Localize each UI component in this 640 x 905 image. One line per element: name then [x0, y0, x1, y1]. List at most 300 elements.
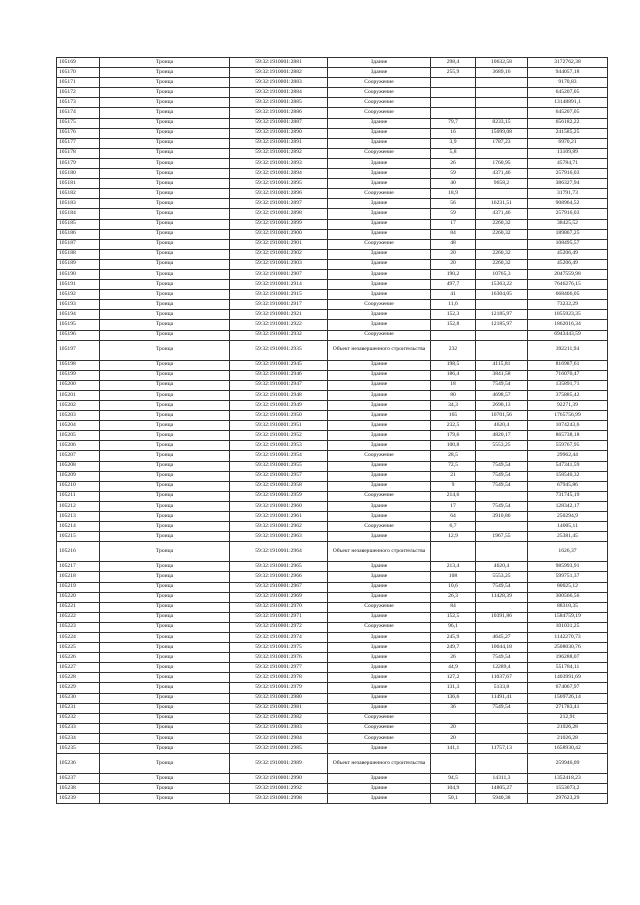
specific-value-cell: 3841,58	[476, 370, 528, 380]
row-number-cell: 105214	[57, 522, 100, 532]
locality-cell: Троица	[100, 78, 230, 88]
cadastral-value-cell: 250294,9	[528, 512, 608, 522]
table-row	[57, 169, 608, 179]
cadastral-number-cell: 59:32:1910001:2949	[230, 401, 328, 411]
area-cell: 26	[431, 158, 476, 168]
cadastral-number-cell: 59:32:1910001:2962	[230, 522, 328, 532]
area-cell	[431, 330, 476, 340]
area-cell: 56	[431, 199, 476, 209]
locality-cell: Троица	[100, 179, 230, 189]
cadastral-value-cell: 297623,29	[528, 794, 608, 804]
table-row	[57, 491, 608, 501]
cadastral-value-cell: 645207,05	[528, 88, 608, 98]
table-row	[57, 189, 608, 199]
locality-cell: Троица	[100, 98, 230, 108]
cadastral-number-cell: 59:32:1910001:2958	[230, 481, 328, 491]
area-cell: 213,4	[431, 562, 476, 572]
table-row	[57, 663, 608, 673]
locality-cell: Троица	[100, 340, 230, 360]
specific-value-cell	[476, 148, 528, 158]
area-cell: 84	[431, 229, 476, 239]
row-number-cell: 105234	[57, 733, 100, 743]
area-cell: 6,7	[431, 522, 476, 532]
table-row	[57, 340, 608, 360]
object-type-cell: Здание	[328, 643, 431, 653]
specific-value-cell: 4820,17	[476, 431, 528, 441]
table-row	[57, 179, 608, 189]
table-row	[57, 320, 608, 330]
table-row	[57, 330, 608, 340]
object-type-cell: Сооружение	[328, 300, 431, 310]
row-number-cell: 105226	[57, 653, 100, 663]
cadastral-number-cell: 59:32:1910001:2998	[230, 794, 328, 804]
row-number-cell: 105198	[57, 360, 100, 370]
specific-value-cell: 7549,54	[476, 481, 528, 491]
specific-value-cell	[476, 300, 528, 310]
table-row	[57, 431, 608, 441]
cadastral-value-cell: 88310,35	[528, 602, 608, 612]
specific-value-cell	[476, 602, 528, 612]
table-row	[57, 280, 608, 290]
object-type-cell: Здание	[328, 501, 431, 511]
table-row	[57, 693, 608, 703]
table-row	[57, 98, 608, 108]
area-cell: 198,5	[431, 360, 476, 370]
specific-value-cell: 4620,4	[476, 562, 528, 572]
specific-value-cell	[476, 713, 528, 723]
cadastral-number-cell: 59:32:1910001:2894	[230, 169, 328, 179]
area-cell: 94,5	[431, 774, 476, 784]
cadastral-number-cell: 59:32:1910001:2978	[230, 673, 328, 683]
specific-value-cell: 3910,86	[476, 512, 528, 522]
specific-value-cell	[476, 754, 528, 774]
row-number-cell: 105195	[57, 320, 100, 330]
table-row	[57, 754, 608, 774]
cadastral-value-cell: 668466,05	[528, 290, 608, 300]
object-type-cell: Здание	[328, 532, 431, 542]
cadastral-value-cell: 241585,25	[528, 128, 608, 138]
area-cell: 20	[431, 723, 476, 733]
area-cell: 17	[431, 219, 476, 229]
cadastral-number-cell: 59:32:1910001:2980	[230, 693, 328, 703]
cadastral-number-cell: 59:32:1910001:2915	[230, 290, 328, 300]
specific-value-cell	[476, 189, 528, 199]
row-number-cell: 105237	[57, 774, 100, 784]
cadastral-value-cell: 158540,32	[528, 471, 608, 481]
specific-value-cell	[476, 239, 528, 249]
specific-value-cell: 5133,8	[476, 683, 528, 693]
area-cell: 232,5	[431, 421, 476, 431]
locality-cell: Троица	[100, 744, 230, 754]
locality-cell: Троица	[100, 229, 230, 239]
object-type-cell: Здание	[328, 259, 431, 269]
cadastral-value-cell: 257916,03	[528, 169, 608, 179]
cadastral-number-cell: 59:32:1910001:2901	[230, 239, 328, 249]
cadastral-number-cell: 59:32:1910001:2914	[230, 280, 328, 290]
locality-cell: Троица	[100, 713, 230, 723]
row-number-cell: 105179	[57, 158, 100, 168]
cadastral-value-cell: 31791,73	[528, 189, 608, 199]
cadastral-number-cell: 59:32:1910001:2899	[230, 219, 328, 229]
cadastral-value-cell: 656182,22	[528, 118, 608, 128]
cadastral-value-cell: 21026,28	[528, 723, 608, 733]
cadastral-number-cell: 59:32:1910001:2953	[230, 441, 328, 451]
table-row	[57, 58, 608, 68]
table-row	[57, 249, 608, 259]
cadastral-number-cell: 59:32:1910001:2964	[230, 542, 328, 562]
cadastral-number-cell: 59:32:1910001:2900	[230, 229, 328, 239]
row-number-cell: 105171	[57, 78, 100, 88]
cadastral-value-cell: 1765756,99	[528, 411, 608, 421]
object-type-cell: Здание	[328, 562, 431, 572]
locality-cell: Троица	[100, 491, 230, 501]
object-type-cell: Объект незавершенного строительства	[328, 340, 431, 360]
locality-cell: Троица	[100, 148, 230, 158]
object-type-cell: Здание	[328, 663, 431, 673]
row-number-cell: 105210	[57, 481, 100, 491]
locality-cell: Троица	[100, 441, 230, 451]
locality-cell: Троица	[100, 239, 230, 249]
locality-cell: Троица	[100, 673, 230, 683]
specific-value-cell: 10044,18	[476, 643, 528, 653]
cadastral-value-cell: 73232,29	[528, 300, 608, 310]
table-row	[57, 512, 608, 522]
area-cell	[431, 542, 476, 562]
specific-value-cell	[476, 108, 528, 118]
object-type-cell: Здание	[328, 370, 431, 380]
row-number-cell: 105207	[57, 451, 100, 461]
area-cell: 190,2	[431, 269, 476, 279]
table-row	[57, 501, 608, 511]
specific-value-cell: 7549,54	[476, 653, 528, 663]
cadastral-number-cell: 59:32:1910001:2892	[230, 148, 328, 158]
locality-cell: Троица	[100, 582, 230, 592]
object-type-cell: Здание	[328, 229, 431, 239]
cadastral-number-cell: 59:32:1910001:2948	[230, 390, 328, 400]
table-row	[57, 199, 608, 209]
row-number-cell: 105229	[57, 683, 100, 693]
row-number-cell: 105232	[57, 713, 100, 723]
cadastral-number-cell: 59:32:1910001:2884	[230, 88, 328, 98]
locality-cell: Троица	[100, 592, 230, 602]
table-row	[57, 744, 608, 754]
locality-cell: Троица	[100, 128, 230, 138]
specific-value-cell: 7549,54	[476, 380, 528, 390]
table-row	[57, 632, 608, 642]
table-row	[57, 219, 608, 229]
area-cell: 255,9	[431, 68, 476, 78]
object-type-cell: Сооружение	[328, 189, 431, 199]
area-cell: 26	[431, 653, 476, 663]
specific-value-cell: 5553,25	[476, 572, 528, 582]
cadastral-number-cell: 59:32:1910001:2935	[230, 340, 328, 360]
locality-cell: Троица	[100, 88, 230, 98]
cadastral-value-cell: 551784,11	[528, 663, 608, 673]
cadastral-number-cell: 59:32:1910001:2893	[230, 158, 328, 168]
area-cell: 131,3	[431, 683, 476, 693]
cadastral-value-cell: 6970,21	[528, 138, 608, 148]
cadastral-value-cell: 816987,61	[528, 360, 608, 370]
cadastral-value-cell: 80025,12	[528, 582, 608, 592]
row-number-cell: 105170	[57, 68, 100, 78]
cadastral-number-cell: 59:32:1910001:2971	[230, 612, 328, 622]
specific-value-cell	[476, 88, 528, 98]
locality-cell: Троица	[100, 481, 230, 491]
area-cell: 36	[431, 703, 476, 713]
table-row	[57, 673, 608, 683]
cadastral-number-cell: 59:32:1910001:2883	[230, 78, 328, 88]
table-row	[57, 774, 608, 784]
locality-cell: Троица	[100, 330, 230, 340]
row-number-cell: 105187	[57, 239, 100, 249]
cadastral-value-cell: 1074243,6	[528, 421, 608, 431]
area-cell: 497,7	[431, 280, 476, 290]
locality-cell: Троица	[100, 451, 230, 461]
table-row	[57, 239, 608, 249]
locality-cell: Троица	[100, 411, 230, 421]
row-number-cell: 105219	[57, 582, 100, 592]
cadastral-number-cell: 59:32:1910001:2981	[230, 703, 328, 713]
table-row	[57, 622, 608, 632]
object-type-cell: Сооружение	[328, 622, 431, 632]
locality-cell: Троица	[100, 683, 230, 693]
row-number-cell: 105218	[57, 572, 100, 582]
row-number-cell: 105233	[57, 723, 100, 733]
table-row	[57, 794, 608, 804]
object-type-cell: Здание	[328, 158, 431, 168]
area-cell: 9	[431, 481, 476, 491]
table-row	[57, 411, 608, 421]
cadastral-number-cell: 59:32:1910001:2960	[230, 501, 328, 511]
locality-cell: Троица	[100, 300, 230, 310]
object-type-cell: Здание	[328, 290, 431, 300]
area-cell: 108	[431, 572, 476, 582]
locality-cell: Троица	[100, 774, 230, 784]
locality-cell: Троица	[100, 138, 230, 148]
cadastral-number-cell: 59:32:1910001:2907	[230, 269, 328, 279]
cadastral-value-cell: 13148891,1	[528, 98, 608, 108]
object-type-cell: Сооружение	[328, 108, 431, 118]
cadastral-number-cell: 59:32:1910001:2921	[230, 310, 328, 320]
table-row	[57, 542, 608, 562]
object-type-cell: Сооружение	[328, 723, 431, 733]
locality-cell: Троица	[100, 199, 230, 209]
row-number-cell: 105222	[57, 612, 100, 622]
object-type-cell: Сооружение	[328, 88, 431, 98]
locality-cell: Троица	[100, 189, 230, 199]
object-type-cell: Здание	[328, 471, 431, 481]
cadastral-number-cell: 59:32:1910001:2967	[230, 582, 328, 592]
row-number-cell: 105203	[57, 411, 100, 421]
specific-value-cell: 1787,23	[476, 138, 528, 148]
row-number-cell: 105212	[57, 501, 100, 511]
object-type-cell: Сооружение	[328, 78, 431, 88]
row-number-cell: 105201	[57, 390, 100, 400]
area-cell	[431, 713, 476, 723]
cadastral-value-cell: 29962,44	[528, 451, 608, 461]
row-number-cell: 105182	[57, 189, 100, 199]
specific-value-cell	[476, 542, 528, 562]
object-type-cell: Здание	[328, 320, 431, 330]
row-number-cell: 105169	[57, 58, 100, 68]
area-cell: 5,8	[431, 148, 476, 158]
specific-value-cell	[476, 723, 528, 733]
row-number-cell: 105197	[57, 340, 100, 360]
specific-value-cell	[476, 733, 528, 743]
object-type-cell: Сооружение	[328, 451, 431, 461]
row-number-cell: 105173	[57, 98, 100, 108]
cadastral-number-cell: 59:32:1910001:2950	[230, 411, 328, 421]
locality-cell: Троица	[100, 370, 230, 380]
area-cell: 186,4	[431, 370, 476, 380]
area-cell: 26,3	[431, 592, 476, 602]
area-cell	[431, 78, 476, 88]
locality-cell: Троица	[100, 259, 230, 269]
cadastral-number-cell: 59:32:1910001:2882	[230, 68, 328, 78]
area-cell: 96,1	[431, 622, 476, 632]
cadastral-value-cell: 101031,25	[528, 622, 608, 632]
row-number-cell: 105211	[57, 491, 100, 501]
area-cell: 10,6	[431, 582, 476, 592]
row-number-cell: 105215	[57, 532, 100, 542]
object-type-cell: Здание	[328, 693, 431, 703]
locality-cell: Троица	[100, 522, 230, 532]
table-row	[57, 441, 608, 451]
cadastral-value-cell: 212,91	[528, 713, 608, 723]
specific-value-cell: 16231,51	[476, 199, 528, 209]
locality-cell: Троица	[100, 421, 230, 431]
cadastral-number-cell: 59:32:1910001:2975	[230, 643, 328, 653]
object-type-cell: Здание	[328, 310, 431, 320]
specific-value-cell	[476, 98, 528, 108]
area-cell: 21	[431, 471, 476, 481]
object-type-cell: Сооружение	[328, 148, 431, 158]
specific-value-cell: 10701,56	[476, 411, 528, 421]
cadastral-number-cell: 59:32:1910001:2979	[230, 683, 328, 693]
area-cell: 127,2	[431, 673, 476, 683]
table-row	[57, 461, 608, 471]
cadastral-number-cell: 59:32:1910001:2959	[230, 491, 328, 501]
cadastral-number-cell: 59:32:1910001:2946	[230, 370, 328, 380]
row-number-cell: 105190	[57, 269, 100, 279]
object-type-cell: Сооружение	[328, 239, 431, 249]
area-cell: 152,3	[431, 310, 476, 320]
cadastral-value-cell: 128342,17	[528, 501, 608, 511]
cadastral-value-cell: 1553073,2	[528, 784, 608, 794]
area-cell: 79,7	[431, 118, 476, 128]
object-type-cell: Здание	[328, 58, 431, 68]
table-row	[57, 128, 608, 138]
area-cell: 16	[431, 128, 476, 138]
cadastral-number-cell: 59:32:1910001:2952	[230, 431, 328, 441]
specific-value-cell: 2260,32	[476, 259, 528, 269]
row-number-cell: 105216	[57, 542, 100, 562]
specific-value-cell: 4371,46	[476, 209, 528, 219]
object-type-cell: Здание	[328, 199, 431, 209]
cadastral-number-cell: 59:32:1910001:2951	[230, 421, 328, 431]
locality-cell: Троица	[100, 572, 230, 582]
locality-cell: Троица	[100, 269, 230, 279]
locality-cell: Троица	[100, 612, 230, 622]
cadastral-number-cell: 59:32:1910001:2990	[230, 774, 328, 784]
table-row	[57, 471, 608, 481]
locality-cell: Троица	[100, 390, 230, 400]
object-type-cell: Здание	[328, 461, 431, 471]
object-type-cell: Здание	[328, 794, 431, 804]
object-type-cell: Здание	[328, 421, 431, 431]
specific-value-cell: 3689,16	[476, 68, 528, 78]
locality-cell: Троица	[100, 290, 230, 300]
table-row	[57, 269, 608, 279]
locality-cell: Троица	[100, 653, 230, 663]
cadastral-number-cell: 59:32:1910001:2891	[230, 138, 328, 148]
area-cell: 20	[431, 259, 476, 269]
area-cell: 152,5	[431, 612, 476, 622]
area-cell: 17	[431, 501, 476, 511]
locality-cell: Троица	[100, 723, 230, 733]
cadastral-value-cell: 1142270,73	[528, 632, 608, 642]
area-cell: 50,1	[431, 794, 476, 804]
table-row	[57, 703, 608, 713]
table-row	[57, 108, 608, 118]
specific-value-cell: 1967,55	[476, 532, 528, 542]
cadastral-value-cell: 731745,19	[528, 491, 608, 501]
area-cell: 3,9	[431, 138, 476, 148]
cadastral-value-cell: 21026,28	[528, 733, 608, 743]
row-number-cell: 105231	[57, 703, 100, 713]
object-type-cell: Здание	[328, 169, 431, 179]
cadastral-value-cell: 14005,11	[528, 522, 608, 532]
specific-value-cell: 4115,81	[476, 360, 528, 370]
cadastral-value-cell: 392211,94	[528, 340, 608, 360]
cadastral-number-cell: 59:32:1910001:2989	[230, 754, 328, 774]
object-type-cell: Здание	[328, 219, 431, 229]
cadastral-value-cell: 1569726,14	[528, 693, 608, 703]
row-number-cell: 105191	[57, 280, 100, 290]
cadastral-value-cell: 1626,37	[528, 542, 608, 562]
object-type-cell: Здание	[328, 209, 431, 219]
table-row	[57, 138, 608, 148]
object-type-cell: Здание	[328, 592, 431, 602]
specific-value-cell: 11491,41	[476, 693, 528, 703]
table-row	[57, 683, 608, 693]
cadastral-number-cell: 59:32:1910001:2963	[230, 532, 328, 542]
area-cell: 136,6	[431, 693, 476, 703]
cadastral-value-cell: 1352418,23	[528, 774, 608, 784]
locality-cell: Троица	[100, 320, 230, 330]
table-row	[57, 572, 608, 582]
object-type-cell: Здание	[328, 481, 431, 491]
cadastral-value-cell: 1855923,35	[528, 310, 608, 320]
row-number-cell: 105185	[57, 219, 100, 229]
specific-value-cell: 4371,46	[476, 169, 528, 179]
object-type-cell: Здание	[328, 431, 431, 441]
area-cell: 28,5	[431, 451, 476, 461]
specific-value-cell	[476, 522, 528, 532]
locality-cell: Троица	[100, 663, 230, 673]
object-type-cell: Здание	[328, 774, 431, 784]
table-row	[57, 229, 608, 239]
object-type-cell: Здание	[328, 280, 431, 290]
cadastral-number-cell: 59:32:1910001:2983	[230, 723, 328, 733]
row-number-cell: 105178	[57, 148, 100, 158]
cadastral-value-cell: 300566,56	[528, 592, 608, 602]
object-type-cell: Здание	[328, 572, 431, 582]
table-row	[57, 370, 608, 380]
object-type-cell: Объект незавершенного строительства	[328, 754, 431, 774]
specific-value-cell: 11037,67	[476, 673, 528, 683]
table-row	[57, 390, 608, 400]
